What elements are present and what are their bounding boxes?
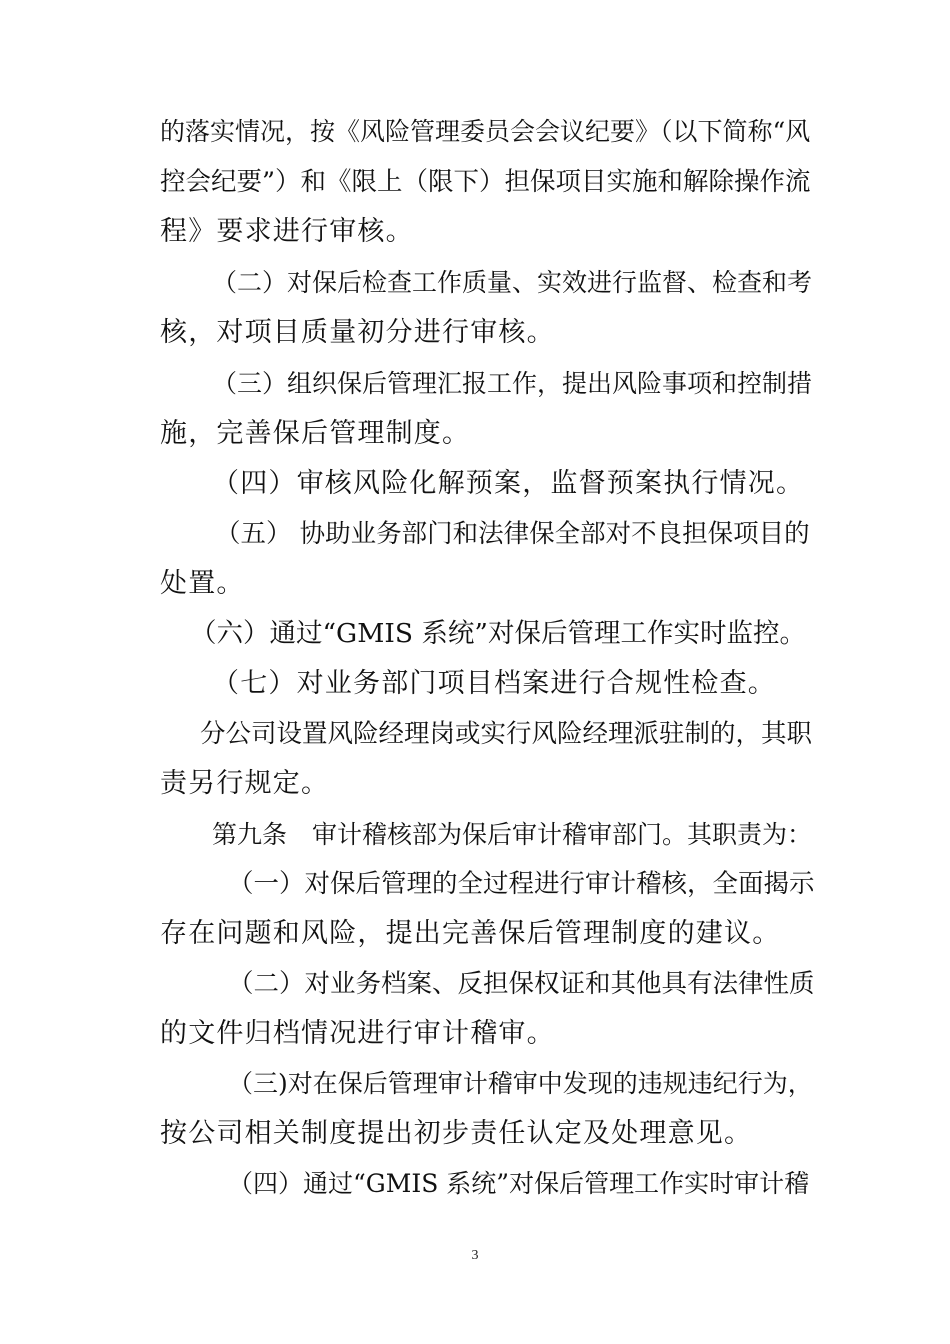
text-line: 分公司设置风险经理岗或实行风险经理派驻制的，其职 <box>200 719 813 749</box>
text-line: （二）对业务档案、反担保权证和其他具有法律性质 <box>228 969 815 999</box>
text-line: 控会纪要”）和《限上（限下）担保项目实施和解除操作流 <box>160 167 811 197</box>
text-line: 按公司相关制度提出初步责任认定及处理意见。 <box>160 1118 753 1149</box>
text-line: 责另行规定。 <box>160 768 330 799</box>
text-line: （六）通过“GMIS 系统”对保后管理工作实时监控。 <box>190 618 806 649</box>
text-line: （四）审核风险化解预案，监督预案执行情况。 <box>212 468 805 499</box>
text-line: 的落实情况，按《风险管理委员会会议纪要》（以下简称“风 <box>160 117 811 146</box>
text-line: 施，完善保后管理制度。 <box>160 418 471 449</box>
text-line: （五） 协助业务部门和法律保全部对不良担保项目的 <box>215 519 810 549</box>
text-line: 处置。 <box>160 568 245 599</box>
page-number: 3 <box>471 1248 479 1263</box>
text-line: 的文件归档情况进行审计稽审。 <box>160 1018 555 1049</box>
text-line: 存在问题和风险，提出完善保后管理制度的建议。 <box>160 918 781 949</box>
text-line: 核，对项目质量初分进行审核。 <box>160 317 555 348</box>
text-line: （三)对在保后管理审计稽审中发现的违规违纪行为， <box>228 1069 813 1098</box>
text-line: （一）对保后管理的全过程进行审计稽核，全面揭示 <box>228 869 815 899</box>
text-line: 第九条 审计稽核部为保后审计稽审部门。其职责为： <box>212 820 813 849</box>
text-line: （四）通过“GMIS 系统”对保后管理工作实时审计稽 <box>228 1169 810 1198</box>
text-line: （三）组织保后管理汇报工作，提出风险事项和控制措 <box>212 369 813 398</box>
text-line: 程》要求进行审核。 <box>160 216 414 247</box>
text-line: （二）对保后检查工作质量、实效进行监督、检查和考 <box>212 268 813 297</box>
text-line: （七）对业务部门项目档案进行合规性检查。 <box>212 668 776 699</box>
